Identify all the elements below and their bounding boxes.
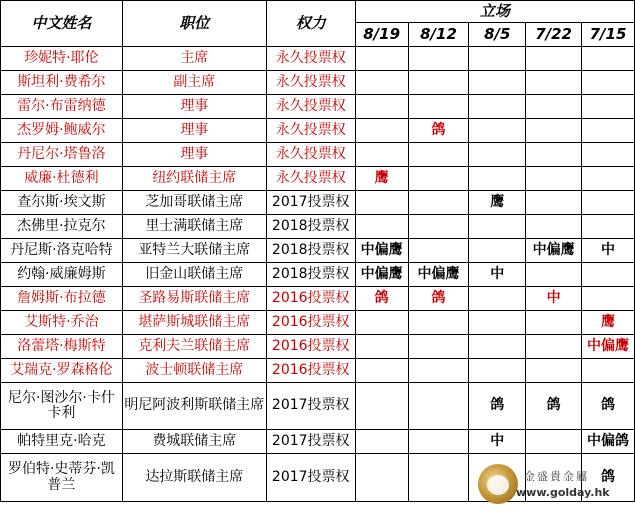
member-name: 斯坦利·费希尔 xyxy=(1,71,123,95)
stance-cell xyxy=(469,335,526,359)
member-power: 2016投票权 xyxy=(266,287,355,311)
stance-cell xyxy=(582,287,635,311)
member-position: 主席 xyxy=(122,47,266,71)
table-row xyxy=(1,383,635,430)
stance-cell: 鸽 xyxy=(526,383,582,430)
member-power: 2017投票权 xyxy=(266,430,355,454)
stance-cell xyxy=(408,71,469,95)
stance-cell xyxy=(526,119,582,143)
member-position: 理事 xyxy=(122,95,266,119)
stance-cell xyxy=(582,143,635,167)
table-row xyxy=(1,263,635,287)
table-row xyxy=(1,119,635,143)
stance-cell xyxy=(469,71,526,95)
stance-cell xyxy=(355,383,408,430)
stance-cell xyxy=(582,47,635,71)
stance-cell xyxy=(526,335,582,359)
table-row xyxy=(1,287,635,311)
member-power: 2017投票权 xyxy=(266,454,355,502)
stance-cell xyxy=(408,239,469,263)
header-position: 职位 xyxy=(122,1,266,47)
member-power: 2016投票权 xyxy=(266,335,355,359)
stance-cell xyxy=(408,359,469,383)
stance-cell xyxy=(469,95,526,119)
stance-cell xyxy=(355,119,408,143)
table-row xyxy=(1,71,635,95)
stance-cell xyxy=(582,167,635,191)
stance-cell: 中 xyxy=(582,239,635,263)
member-name: 詹姆斯·布拉德 xyxy=(1,287,123,311)
stance-cell xyxy=(408,143,469,167)
stance-cell: 中偏鹰 xyxy=(582,335,635,359)
stance-cell: 中偏鹰 xyxy=(355,263,408,287)
stance-cell: 鹰 xyxy=(582,311,635,335)
stance-cell xyxy=(582,191,635,215)
stance-cell xyxy=(469,119,526,143)
member-name: 杰佛里·拉克尔 xyxy=(1,215,123,239)
member-name: 艾斯特·乔治 xyxy=(1,311,123,335)
watermark-name: 金盛貴金屬 xyxy=(524,470,589,483)
table-row xyxy=(1,335,635,359)
stance-cell xyxy=(408,167,469,191)
member-name: 威廉·杜德利 xyxy=(1,167,123,191)
member-position: 副主席 xyxy=(122,71,266,95)
stance-cell xyxy=(469,311,526,335)
member-position: 明尼阿波利斯联储主席 xyxy=(122,383,266,430)
watermark-url: www.golday.hk xyxy=(516,486,610,499)
stance-cell xyxy=(355,71,408,95)
stance-cell xyxy=(355,143,408,167)
member-position: 理事 xyxy=(122,143,266,167)
stance-cell xyxy=(526,191,582,215)
stance-cell xyxy=(526,311,582,335)
member-position: 纽约联储主席 xyxy=(122,167,266,191)
stance-cell xyxy=(408,191,469,215)
member-power: 2016投票权 xyxy=(266,359,355,383)
stance-cell: 鸽 xyxy=(355,287,408,311)
member-name: 罗伯特·史蒂芬·凯普兰 xyxy=(1,454,123,502)
stance-cell: 鸽 xyxy=(408,119,469,143)
member-name: 帕特里克·哈克 xyxy=(1,430,123,454)
member-name: 雷尔·布雷纳德 xyxy=(1,95,123,119)
stance-cell xyxy=(469,143,526,167)
table-row xyxy=(1,239,635,263)
member-position: 堪萨斯城联储主席 xyxy=(122,311,266,335)
member-power: 永久投票权 xyxy=(266,47,355,71)
stance-cell xyxy=(408,95,469,119)
member-power: 永久投票权 xyxy=(266,71,355,95)
stance-cell xyxy=(408,335,469,359)
stance-cell xyxy=(582,263,635,287)
table-row xyxy=(1,430,635,454)
stance-cell: 中 xyxy=(469,263,526,287)
member-power: 2016投票权 xyxy=(266,311,355,335)
table-row xyxy=(1,47,635,71)
stance-cell xyxy=(526,359,582,383)
stance-cell: 鹰 xyxy=(355,167,408,191)
stance-cell xyxy=(582,215,635,239)
member-power: 2017投票权 xyxy=(266,383,355,430)
stance-cell xyxy=(408,311,469,335)
stance-cell: 鸽 xyxy=(408,287,469,311)
member-power: 永久投票权 xyxy=(266,167,355,191)
header-date: 8/12 xyxy=(408,23,469,47)
member-power: 2017投票权 xyxy=(266,191,355,215)
member-position: 旧金山联储主席 xyxy=(122,263,266,287)
stance-cell: 中 xyxy=(526,287,582,311)
table-row xyxy=(1,143,635,167)
logo-icon xyxy=(478,464,518,504)
stance-cell xyxy=(355,359,408,383)
member-name: 尼尔·图沙尔·卡什卡利 xyxy=(1,383,123,430)
stance-cell: 中偏鹰 xyxy=(526,239,582,263)
stance-cell xyxy=(526,143,582,167)
member-position: 圣路易斯联储主席 xyxy=(122,287,266,311)
stance-cell xyxy=(469,47,526,71)
stance-cell xyxy=(526,47,582,71)
stance-cell: 中偏鹰 xyxy=(408,263,469,287)
stance-cell xyxy=(355,430,408,454)
stance-cell: 中偏鹰 xyxy=(355,239,408,263)
stance-cell xyxy=(526,71,582,95)
member-name: 洛蕾塔·梅斯特 xyxy=(1,335,123,359)
header-date: 7/22 xyxy=(526,23,582,47)
stance-cell xyxy=(469,359,526,383)
header-row xyxy=(1,1,635,23)
stance-cell xyxy=(408,454,469,502)
member-position: 达拉斯联储主席 xyxy=(122,454,266,502)
table-row xyxy=(1,167,635,191)
member-power: 2018投票权 xyxy=(266,239,355,263)
table-row xyxy=(1,215,635,239)
stance-cell: 鹰 xyxy=(469,191,526,215)
stance-cell xyxy=(355,95,408,119)
stance-cell xyxy=(355,454,408,502)
stance-cell xyxy=(408,383,469,430)
table-row xyxy=(1,95,635,119)
header-power: 权力 xyxy=(266,1,355,47)
member-position: 费城联储主席 xyxy=(122,430,266,454)
member-name: 珍妮特·耶伦 xyxy=(1,47,123,71)
stance-cell xyxy=(469,215,526,239)
table-body xyxy=(1,47,635,502)
stance-cell: 中 xyxy=(469,430,526,454)
stance-cell xyxy=(526,95,582,119)
member-name: 查尔斯·埃文斯 xyxy=(1,191,123,215)
stance-cell xyxy=(469,167,526,191)
stance-cell: 中偏鸽 xyxy=(582,430,635,454)
header-name: 中文姓名 xyxy=(1,1,123,47)
stance-cell: 鸽 xyxy=(582,454,635,502)
stance-cell xyxy=(526,215,582,239)
member-name: 丹尼斯·洛克哈特 xyxy=(1,239,123,263)
stance-cell xyxy=(526,430,582,454)
stance-cell xyxy=(582,359,635,383)
member-name: 艾瑞克·罗森格伦 xyxy=(1,359,123,383)
member-power: 2018投票权 xyxy=(266,215,355,239)
member-position: 亚特兰大联储主席 xyxy=(122,239,266,263)
header-date: 8/19 xyxy=(355,23,408,47)
stance-cell xyxy=(526,167,582,191)
stance-cell: 鸽 xyxy=(469,383,526,430)
stance-cell xyxy=(408,47,469,71)
stance-cell xyxy=(355,311,408,335)
stance-cell xyxy=(408,215,469,239)
member-name: 丹尼尔·塔鲁洛 xyxy=(1,143,123,167)
table-row xyxy=(1,359,635,383)
member-position: 波士顿联储主席 xyxy=(122,359,266,383)
table-row xyxy=(1,191,635,215)
stance-cell xyxy=(582,71,635,95)
stance-cell xyxy=(355,191,408,215)
member-name: 约翰·威廉姆斯 xyxy=(1,263,123,287)
header-date: 7/15 xyxy=(582,23,635,47)
member-position: 芝加哥联储主席 xyxy=(122,191,266,215)
stance-cell: 鸽 xyxy=(582,383,635,430)
watermark-logo xyxy=(478,462,628,508)
stance-cell xyxy=(355,215,408,239)
stance-cell xyxy=(355,47,408,71)
member-position: 里士满联储主席 xyxy=(122,215,266,239)
member-name: 杰罗姆·鲍威尔 xyxy=(1,119,123,143)
member-power: 永久投票权 xyxy=(266,119,355,143)
stance-cell xyxy=(355,335,408,359)
stance-cell xyxy=(582,119,635,143)
member-position: 克利夫兰联储主席 xyxy=(122,335,266,359)
header-date: 8/5 xyxy=(469,23,526,47)
stance-cell xyxy=(582,95,635,119)
member-power: 永久投票权 xyxy=(266,143,355,167)
stance-cell xyxy=(526,263,582,287)
member-position: 理事 xyxy=(122,119,266,143)
table-row xyxy=(1,311,635,335)
stance-cell xyxy=(469,287,526,311)
header-stance: 立场 xyxy=(355,1,634,23)
member-power: 永久投票权 xyxy=(266,95,355,119)
stance-cell xyxy=(469,239,526,263)
member-power: 2018投票权 xyxy=(266,263,355,287)
stance-cell xyxy=(408,430,469,454)
